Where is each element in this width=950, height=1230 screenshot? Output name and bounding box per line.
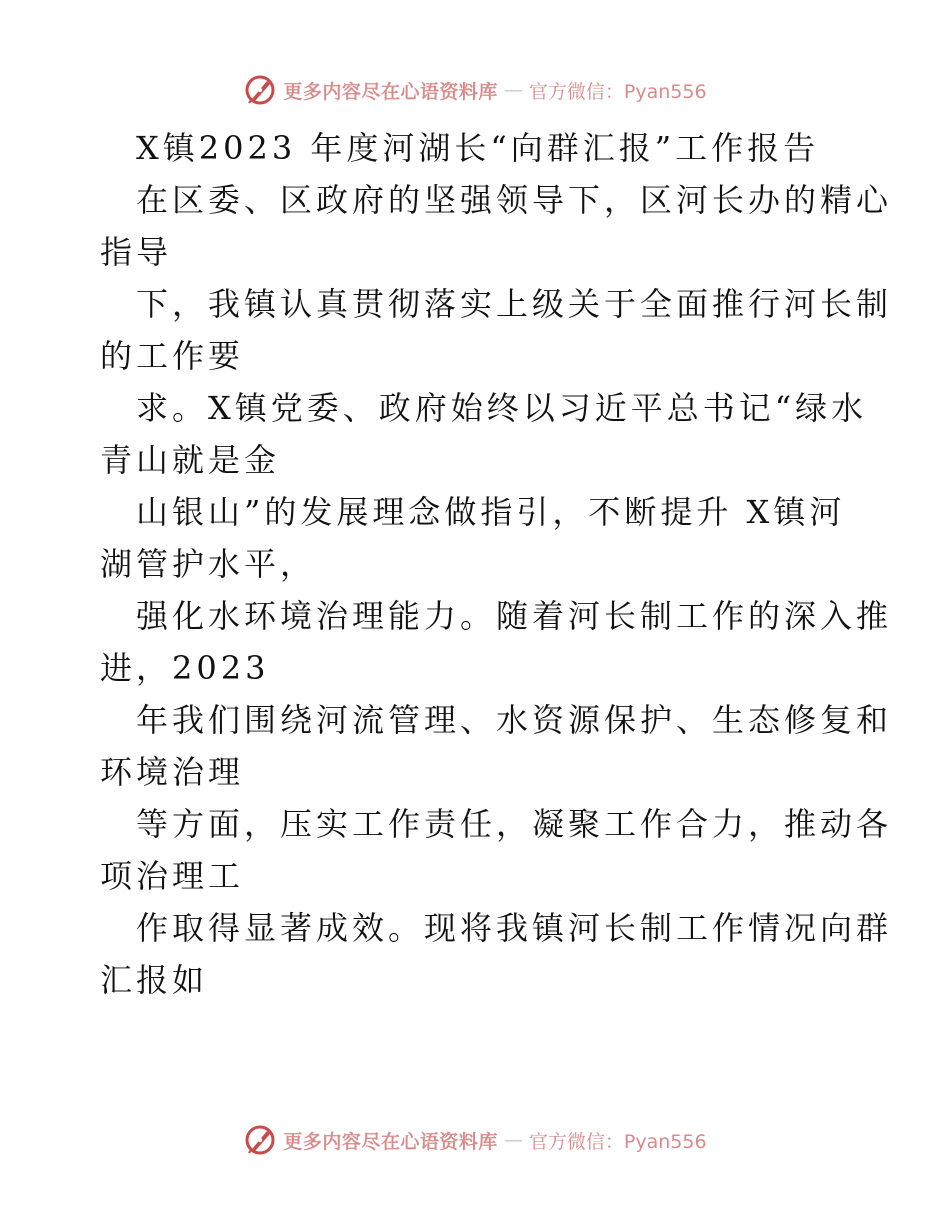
body-line: 指导 <box>100 233 173 271</box>
watermark-separator: — <box>503 79 523 101</box>
body-line: 作取得显著成效。现将我镇河长制工作情况向群 <box>136 909 893 947</box>
pen-nib-logo-icon <box>243 1123 277 1157</box>
body-line: 等方面，压实工作责任，凝聚工作合力，推动各 <box>136 805 893 843</box>
watermark-header <box>0 70 950 110</box>
body-line: 环境治理 <box>100 753 245 791</box>
body-line: 在区委、区政府的坚强领导下，区河长办的精心 <box>136 181 893 219</box>
body-line: 青山就是金 <box>100 441 281 479</box>
body-line: 汇报如 <box>100 961 209 999</box>
watermark-wechat-text: 官方微信：Pyan556 <box>528 1130 707 1153</box>
pen-nib-logo-icon <box>243 73 277 107</box>
watermark-wechat-text: 官方微信：Pyan556 <box>528 80 707 103</box>
body-line: 山银山”的发展理念做指引，不断提升 X镇河 <box>136 493 846 531</box>
body-line: 强化水环境治理能力。随着河长制工作的深入推 <box>136 597 893 635</box>
body-line: 下，我镇认真贯彻落实上级关于全面推行河长制 <box>136 285 893 323</box>
watermark-brand-text: 更多内容尽在心语资料库 <box>283 80 498 103</box>
watermark-separator: — <box>503 1129 523 1151</box>
body-line: 进，2023 <box>100 649 270 687</box>
watermark-footer <box>0 1120 950 1160</box>
body-line: 年我们围绕河流管理、水资源保护、生态修复和 <box>136 701 893 739</box>
body-line: 的工作要 <box>100 337 245 375</box>
body-line: 项治理工 <box>100 857 245 895</box>
body-line: 求。X镇党委、政府始终以习近平总书记“绿水 <box>136 389 868 427</box>
document-title: X镇2023 年度河湖长“向群汇报”工作报告 <box>136 129 820 167</box>
document-body <box>100 122 893 1006</box>
body-line: 湖管护水平， <box>100 545 317 583</box>
watermark-brand-text: 更多内容尽在心语资料库 <box>283 1130 498 1153</box>
